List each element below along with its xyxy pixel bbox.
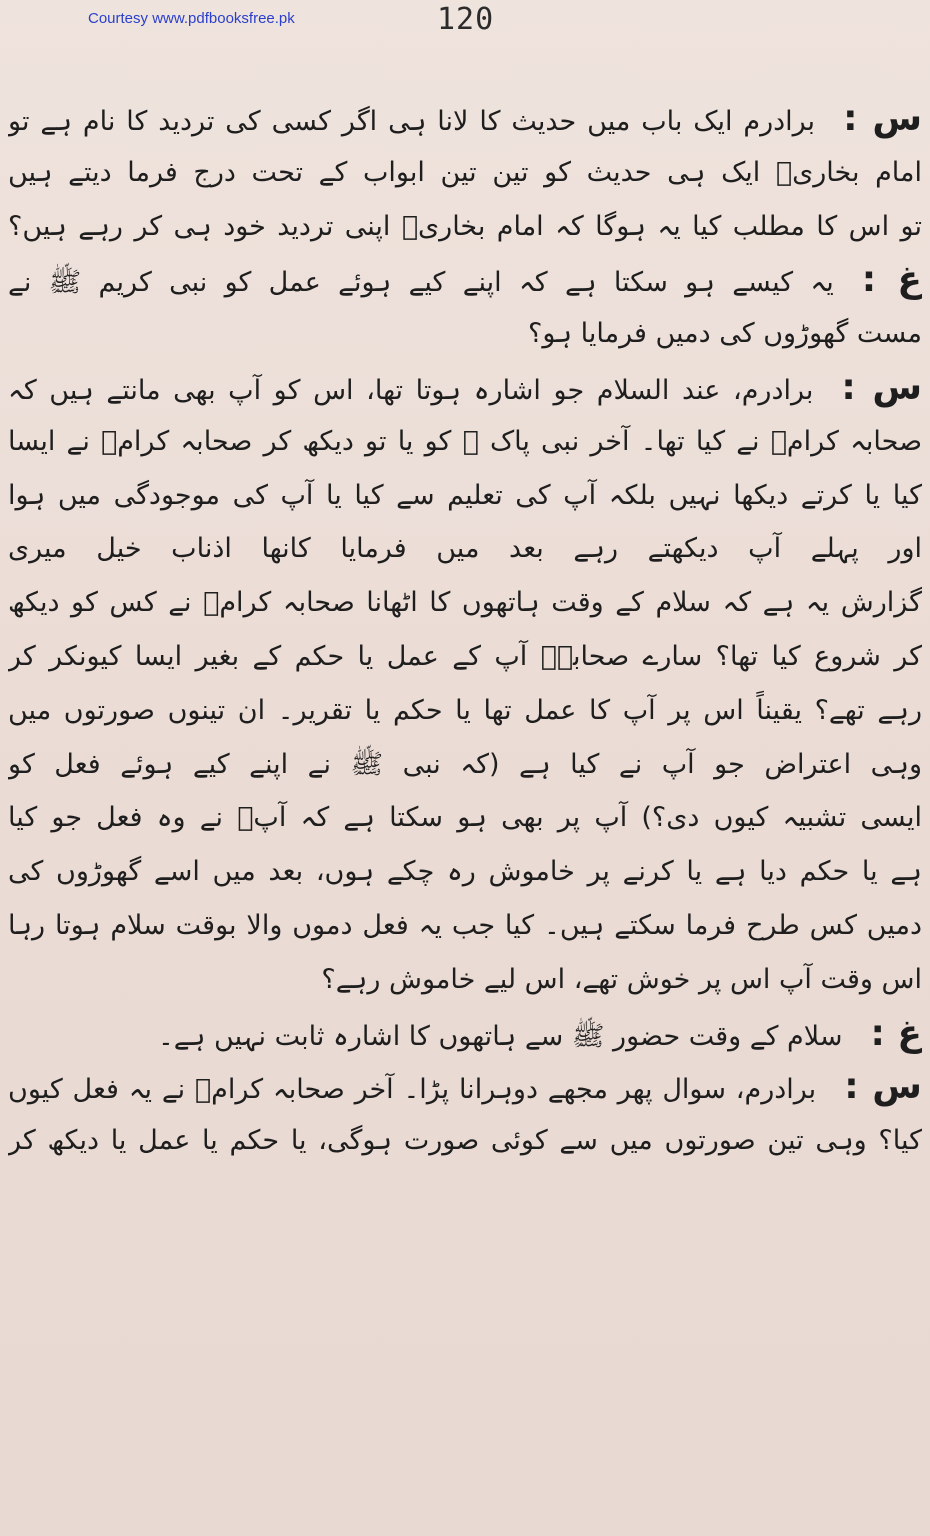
line-text: امام بخاریؒ ایک ہی حدیث کو تین تین ابواب کے تحت درج فرما دیتے ہیں — [8, 156, 922, 188]
line-text: کیا یا کرتے دیکھا نہیں بلکہ آپ کی تعلیم سے کیا یا آپ کی موجودگی میں ہوا — [8, 479, 922, 511]
line-text: برادرم ایک باب میں حدیث کا لانا ہی اگر کسی کی تردید کا نام ہے تو — [8, 106, 816, 137]
text-line-9 — [8, 522, 922, 576]
question-marker: س : — [841, 366, 922, 408]
text-line-20 — [8, 1114, 922, 1168]
line-text: برادرم، عند السلام جو اشارہ ہوتا تھا، اس کو آپ بھی مانتے ہیں کہ — [8, 374, 814, 406]
line-text: اس وقت آپ اس پر خوش تھے، اس لیے خاموش رہے؟ — [321, 963, 922, 995]
line-text: وہی اعتراض جو آپ نے کیا ہے (کہ نبی ﷺ نے اپنے کیے ہوئے فعل کو — [8, 748, 922, 780]
text-line-11 — [8, 630, 922, 684]
line-text: اور پہلے آپ دیکھتے رہے بعد میں فرمایا کانھا اذناب خیل میری — [8, 533, 922, 565]
text-line-5 — [8, 307, 922, 361]
text-line-13 — [8, 738, 922, 792]
text-line-7 — [8, 415, 922, 469]
line-text: ایسی تشبیہ کیوں دی؟) آپ پر بھی ہو سکتا ہے کہ آپؐ نے وہ فعل جو کیا — [8, 802, 922, 834]
text-line-12 — [8, 684, 922, 738]
text-line-2 — [8, 146, 922, 200]
text-line-19 — [8, 1060, 922, 1114]
text-line-3 — [8, 200, 922, 254]
page-text-block — [8, 92, 922, 1168]
line-text: مست گھوڑوں کی دمیں فرمایا ہو؟ — [527, 318, 922, 350]
line-text: گزارش یہ ہے کہ سلام کے وقت ہاتھوں کا اٹھانا صحابہ کرامؓ نے کس کو دیکھ — [8, 587, 922, 619]
line-text: برادرم، سوال پھر مجھے دوہرانا پڑا۔ آخر صحابہ کرامؓ نے یہ فعل کیوں — [8, 1074, 817, 1106]
text-line-1 — [8, 92, 922, 146]
line-text: کر شروع کیا تھا؟ سارے صحابہؓ آپ کے عمل یا حکم کے بغیر ایسا کیونکر کر — [8, 640, 922, 672]
page-number: 120 — [437, 2, 495, 37]
text-line-14 — [8, 791, 922, 845]
text-line-4 — [8, 253, 922, 307]
line-text: رہے تھے؟ یقیناً اس پر آپ کا عمل تھا یا حکم یا تقریر۔ ان تینوں صورتوں میں — [8, 694, 922, 726]
courtesy-watermark: Courtesy www.pdfbooksfree.pk — [88, 10, 295, 27]
line-text: تو اس کا مطلب کیا یہ ہوگا کہ امام بخاریؒ اپنی تردید خود ہی کر رہے ہیں؟ — [8, 210, 922, 242]
question-marker: س : — [844, 1066, 922, 1108]
text-line-18 — [8, 1007, 922, 1061]
answer-marker: غ : — [861, 259, 922, 301]
text-line-16 — [8, 899, 922, 953]
text-line-10 — [8, 576, 922, 630]
text-line-17 — [8, 953, 922, 1007]
text-line-6 — [8, 361, 922, 415]
line-text: یہ کیسے ہو سکتا ہے کہ اپنے کیے ہوئے عمل کو نبی کریم ﷺ نے — [8, 267, 834, 299]
line-text: ہے یا حکم دیا ہے یا کرنے پر خاموش رہ چکے ہوں، بعد میں اسے گھوڑوں کی — [8, 856, 922, 888]
text-line-8 — [8, 469, 922, 523]
text-line-15 — [8, 845, 922, 899]
line-text: دمیں کس طرح فرما سکتے ہیں۔ کیا جب یہ فعل دموں والا بوقت سلام ہوتا رہا — [8, 909, 922, 941]
answer-marker: غ : — [870, 1012, 922, 1054]
line-text: کیا؟ وہی تین صورتوں میں سے کوئی صورت ہوگی، یا حکم یا عمل یا دیکھ کر — [8, 1125, 922, 1157]
line-text: صحابہ کرامؓ نے کیا تھا۔ آخر نبی پاک ﷺ کو یا تو دیکھ کر صحابہ کرامؓ نے ایسا — [8, 425, 922, 457]
line-text: سلام کے وقت حضور ﷺ سے ہاتھوں کا اشارہ ثابت نہیں ہے۔ — [157, 1020, 843, 1052]
question-marker: س : — [843, 98, 922, 139]
